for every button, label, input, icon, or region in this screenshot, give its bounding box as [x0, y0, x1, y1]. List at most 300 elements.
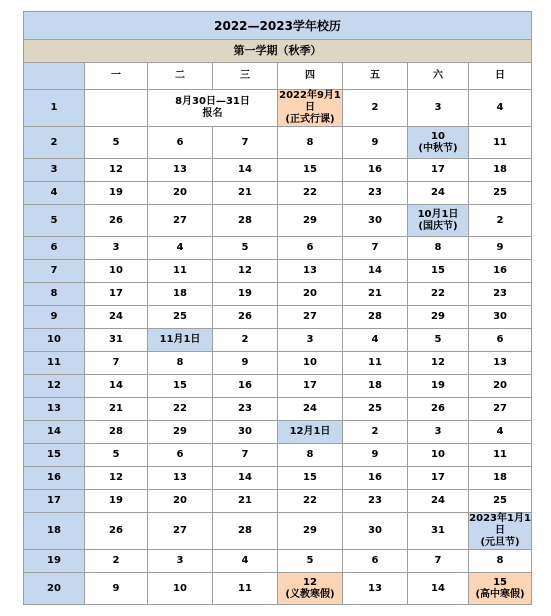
- day-cell: [408, 444, 469, 467]
- week-row: [24, 467, 532, 490]
- day-cell: [85, 375, 148, 398]
- day-label: 16: [368, 164, 382, 175]
- day-label: 9: [371, 136, 379, 148]
- day-label: 22: [173, 403, 187, 414]
- day-label: 21: [109, 403, 123, 414]
- weekday-header: 六: [408, 63, 469, 90]
- day-label: 7: [371, 242, 379, 253]
- day-label: 11月1日: [159, 334, 201, 345]
- day-label: 28: [238, 525, 252, 536]
- day-label: 30: [368, 525, 382, 536]
- day-cell: [213, 513, 278, 550]
- day-cell: [278, 513, 343, 550]
- day-label: 6: [306, 242, 314, 253]
- day-label: 24: [109, 311, 123, 322]
- day-label: 8: [434, 242, 442, 253]
- day-label: 3: [306, 334, 314, 345]
- day-label: 14: [431, 582, 445, 594]
- day-cell: [213, 237, 278, 260]
- week-row: [24, 490, 532, 513]
- day-cell: [85, 573, 148, 605]
- day-cell: [278, 550, 343, 573]
- week-number: 20: [24, 573, 85, 605]
- day-label: 12: [431, 357, 445, 368]
- day-cell: [408, 283, 469, 306]
- day-cell: [469, 550, 532, 573]
- day-cell: [278, 573, 343, 605]
- day-label: 2023年1月1日: [469, 513, 531, 536]
- week-row: [24, 182, 532, 205]
- day-label: 16: [368, 472, 382, 483]
- day-cell: [408, 513, 469, 550]
- day-label: 13: [173, 164, 187, 175]
- day-label: 25: [368, 403, 382, 414]
- day-cell: [408, 467, 469, 490]
- day-label: 2: [371, 426, 379, 437]
- day-label: 10: [303, 357, 317, 368]
- week-row: [24, 306, 532, 329]
- day-label: 27: [493, 403, 507, 414]
- day-cell: [148, 421, 213, 444]
- day-label: 3: [176, 555, 184, 566]
- day-cell: [148, 513, 213, 550]
- day-label: 6: [176, 136, 184, 148]
- day-cell: [213, 283, 278, 306]
- day-label: 5: [112, 449, 120, 460]
- day-cell: [213, 159, 278, 182]
- day-label: 23: [493, 288, 507, 299]
- day-cell: [343, 205, 408, 237]
- day-label: 14: [368, 265, 382, 276]
- day-label: 6: [176, 449, 184, 460]
- day-label: 12: [109, 164, 123, 175]
- day-label: 21: [368, 288, 382, 299]
- day-cell: [469, 283, 532, 306]
- day-label: 22: [431, 288, 445, 299]
- day-label: 2: [112, 555, 120, 566]
- week-row: [24, 237, 532, 260]
- day-label: 22: [303, 187, 317, 198]
- day-label: 25: [493, 187, 507, 198]
- day-label: 23: [368, 187, 382, 198]
- day-cell: [343, 421, 408, 444]
- day-cell: [213, 329, 278, 352]
- week-number: 13: [24, 398, 85, 421]
- week-row: [24, 205, 532, 237]
- day-label: 16: [493, 265, 507, 276]
- day-label: 31: [109, 334, 123, 345]
- day-cell: [148, 306, 213, 329]
- day-label: 11: [493, 136, 507, 148]
- day-note: (高中寒假): [475, 588, 525, 600]
- day-cell: [148, 329, 213, 352]
- week-number: 17: [24, 490, 85, 513]
- day-label: 10: [109, 265, 123, 276]
- day-cell: [343, 444, 408, 467]
- day-cell: [213, 205, 278, 237]
- week-row: [24, 127, 532, 159]
- day-cell: [408, 127, 469, 159]
- day-label: 2: [241, 334, 249, 345]
- day-note: (中秋节): [418, 142, 458, 154]
- day-label: 17: [109, 288, 123, 299]
- day-label: 8: [496, 555, 504, 566]
- day-cell: [408, 182, 469, 205]
- day-label: 9: [496, 242, 504, 253]
- day-note: (正式行课): [285, 114, 335, 125]
- week-number: 14: [24, 421, 85, 444]
- day-label: 11: [493, 449, 507, 460]
- day-label: 7: [241, 449, 249, 460]
- day-label: 28: [368, 311, 382, 322]
- day-label: 7: [434, 555, 442, 566]
- day-cell: [343, 467, 408, 490]
- day-label: 17: [431, 472, 445, 483]
- day-cell: [469, 159, 532, 182]
- day-cell: [85, 182, 148, 205]
- day-cell: [213, 352, 278, 375]
- day-cell: [85, 398, 148, 421]
- week-number: 6: [24, 237, 85, 260]
- day-label: 24: [303, 403, 317, 414]
- week-number: 8: [24, 283, 85, 306]
- day-label: 6: [371, 555, 379, 566]
- day-cell: [278, 306, 343, 329]
- day-cell: [85, 513, 148, 550]
- day-label: 27: [173, 214, 187, 226]
- day-cell: [343, 352, 408, 375]
- day-label: 24: [431, 187, 445, 198]
- day-cell: [85, 205, 148, 237]
- day-cell: [148, 260, 213, 283]
- day-cell: [469, 90, 532, 127]
- day-label: 20: [303, 288, 317, 299]
- week-row: [24, 421, 532, 444]
- day-cell: [148, 127, 213, 159]
- day-label: 11: [173, 265, 187, 276]
- day-label: 4: [496, 102, 504, 113]
- day-label: 3: [434, 102, 442, 113]
- day-label: 8月30日—31日: [175, 96, 250, 107]
- day-label: 28: [238, 214, 252, 226]
- day-label: 4: [371, 334, 379, 345]
- day-cell: [343, 306, 408, 329]
- weekday-header: 三: [213, 63, 278, 90]
- day-cell: [469, 306, 532, 329]
- day-cell: [148, 398, 213, 421]
- day-cell: [213, 182, 278, 205]
- day-label: 8: [306, 449, 314, 460]
- day-cell: [85, 90, 148, 127]
- day-cell: [85, 260, 148, 283]
- week-row: [24, 573, 532, 605]
- week-column-header: [24, 63, 85, 90]
- week-row: [24, 90, 532, 127]
- day-label: 10: [173, 582, 187, 594]
- week-number: 11: [24, 352, 85, 375]
- day-cell: [213, 421, 278, 444]
- day-cell: [278, 467, 343, 490]
- week-number: 1: [24, 90, 85, 127]
- day-cell: [343, 182, 408, 205]
- day-cell: [85, 306, 148, 329]
- day-label: 3: [112, 242, 120, 253]
- day-cell: [85, 421, 148, 444]
- week-row: [24, 260, 532, 283]
- day-label: 4: [496, 426, 504, 437]
- day-label: 12: [238, 265, 252, 276]
- day-cell: [85, 127, 148, 159]
- day-label: 20: [173, 495, 187, 506]
- day-label: 17: [431, 164, 445, 175]
- day-label: 23: [368, 495, 382, 506]
- day-label: 15: [431, 265, 445, 276]
- day-label: 4: [241, 555, 249, 566]
- weekday-header: 五: [343, 63, 408, 90]
- day-label: 19: [431, 380, 445, 391]
- day-cell: [148, 444, 213, 467]
- day-label: 18: [493, 472, 507, 483]
- title-row: [24, 12, 532, 40]
- day-label: 29: [173, 426, 187, 437]
- day-label: 11: [238, 582, 252, 594]
- day-cell: [278, 375, 343, 398]
- day-cell: [278, 182, 343, 205]
- day-cell: [278, 421, 343, 444]
- calendar-title: 2022—2023学年校历: [24, 12, 532, 40]
- day-label: 13: [303, 265, 317, 276]
- day-label: 15: [493, 576, 507, 588]
- day-cell: [469, 260, 532, 283]
- week-row: [24, 375, 532, 398]
- day-cell: [148, 205, 213, 237]
- day-cell: [213, 398, 278, 421]
- day-cell: [343, 398, 408, 421]
- day-label: 25: [173, 311, 187, 322]
- day-label: 5: [306, 555, 314, 566]
- day-cell: [148, 159, 213, 182]
- week-number: 12: [24, 375, 85, 398]
- day-label: 28: [109, 426, 123, 437]
- week-number: 19: [24, 550, 85, 573]
- day-label: 26: [431, 403, 445, 414]
- day-note: (国庆节): [418, 220, 458, 232]
- day-cell: [85, 467, 148, 490]
- day-label: 9: [241, 357, 249, 368]
- day-cell: [148, 467, 213, 490]
- weekday-header: 四: [278, 63, 343, 90]
- day-cell: [343, 550, 408, 573]
- day-label: 6: [496, 334, 504, 345]
- day-cell: [213, 260, 278, 283]
- day-cell: [408, 352, 469, 375]
- day-cell: [85, 490, 148, 513]
- week-row: [24, 352, 532, 375]
- day-cell: [278, 352, 343, 375]
- day-cell: [213, 550, 278, 573]
- week-number: 3: [24, 159, 85, 182]
- day-cell: [469, 127, 532, 159]
- day-cell: [148, 237, 213, 260]
- day-cell: [343, 237, 408, 260]
- day-cell: [213, 375, 278, 398]
- day-cell: [408, 375, 469, 398]
- day-label: 5: [112, 136, 120, 148]
- day-cell: [469, 205, 532, 237]
- day-cell: [278, 260, 343, 283]
- day-note: 报名: [202, 108, 223, 119]
- day-label: 9: [112, 582, 120, 594]
- day-cell: [278, 159, 343, 182]
- day-cell: [343, 329, 408, 352]
- day-label: 22: [303, 495, 317, 506]
- day-cell: [148, 283, 213, 306]
- day-cell: [469, 182, 532, 205]
- week-number: 15: [24, 444, 85, 467]
- day-label: 26: [109, 214, 123, 226]
- day-label: 10: [431, 130, 445, 142]
- day-label: 31: [431, 525, 445, 536]
- semester-title: 第一学期（秋季）: [24, 40, 532, 63]
- day-label: 2022年9月1日: [279, 90, 341, 113]
- day-cell: [408, 550, 469, 573]
- day-cell: [408, 490, 469, 513]
- week-number: 5: [24, 205, 85, 237]
- day-cell: [469, 513, 532, 550]
- day-cell: [469, 352, 532, 375]
- day-cell: [278, 398, 343, 421]
- day-cell: [213, 306, 278, 329]
- day-cell: [343, 375, 408, 398]
- day-cell: [343, 159, 408, 182]
- weekday-header: 二: [148, 63, 213, 90]
- day-label: 26: [238, 311, 252, 322]
- day-label: 14: [238, 164, 252, 175]
- day-label: 25: [493, 495, 507, 506]
- day-cell: [343, 573, 408, 605]
- day-cell: [148, 352, 213, 375]
- day-cell: [469, 467, 532, 490]
- day-label: 20: [493, 380, 507, 391]
- day-label: 14: [109, 380, 123, 391]
- week-row: [24, 398, 532, 421]
- day-cell: [408, 260, 469, 283]
- weekday-header: 日: [469, 63, 532, 90]
- day-cell: [213, 490, 278, 513]
- day-label: 24: [431, 495, 445, 506]
- day-cell: [469, 444, 532, 467]
- day-label: 19: [109, 495, 123, 506]
- day-cell: [148, 375, 213, 398]
- day-label: 15: [173, 380, 187, 391]
- day-cell: [85, 159, 148, 182]
- day-label: 18: [368, 380, 382, 391]
- day-cell: [278, 490, 343, 513]
- day-label: 12: [303, 576, 317, 588]
- week-number: 18: [24, 513, 85, 550]
- week-row: [24, 329, 532, 352]
- day-cell: [408, 90, 469, 127]
- day-cell: [343, 127, 408, 159]
- day-label: 29: [303, 214, 317, 226]
- day-label: 10月1日: [417, 208, 459, 220]
- week-row: [24, 513, 532, 550]
- day-cell: [213, 573, 278, 605]
- day-cell: [85, 329, 148, 352]
- day-label: 17: [303, 380, 317, 391]
- day-cell: [148, 182, 213, 205]
- day-label: 18: [493, 164, 507, 175]
- day-cell: [85, 283, 148, 306]
- day-cell: [343, 260, 408, 283]
- day-label: 30: [368, 214, 382, 226]
- week-number: 4: [24, 182, 85, 205]
- day-cell: [148, 490, 213, 513]
- day-cell: [85, 444, 148, 467]
- day-label: 13: [173, 472, 187, 483]
- day-label: 7: [112, 357, 120, 368]
- day-label: 5: [241, 242, 249, 253]
- day-cell: [408, 398, 469, 421]
- day-label: 11: [368, 357, 382, 368]
- day-label: 16: [238, 380, 252, 391]
- day-cell: [408, 329, 469, 352]
- weekday-header-row: [24, 63, 532, 90]
- day-label: 19: [109, 187, 123, 198]
- day-cell: [278, 329, 343, 352]
- day-label: 12月1日: [289, 426, 331, 437]
- day-cell: [343, 283, 408, 306]
- day-cell: [278, 205, 343, 237]
- day-label: 19: [238, 288, 252, 299]
- day-note: (义教寒假): [285, 588, 335, 600]
- day-label: 7: [241, 136, 249, 148]
- day-label: 8: [306, 136, 314, 148]
- week-row: [24, 283, 532, 306]
- day-label: 15: [303, 472, 317, 483]
- day-cell: [213, 444, 278, 467]
- day-label: 5: [434, 334, 442, 345]
- day-label: 2: [496, 214, 504, 226]
- day-cell: [148, 90, 278, 127]
- week-row: [24, 159, 532, 182]
- week-row: [24, 550, 532, 573]
- day-cell: [408, 421, 469, 444]
- day-label: 26: [109, 525, 123, 536]
- week-number: 2: [24, 127, 85, 159]
- day-cell: [408, 205, 469, 237]
- day-label: 8: [176, 357, 184, 368]
- day-label: 3: [434, 426, 442, 437]
- day-cell: [469, 237, 532, 260]
- day-cell: [469, 421, 532, 444]
- day-label: 27: [303, 311, 317, 322]
- week-row: [24, 444, 532, 467]
- day-cell: [408, 573, 469, 605]
- day-label: 29: [431, 311, 445, 322]
- day-cell: [408, 306, 469, 329]
- day-cell: [469, 329, 532, 352]
- day-cell: [469, 398, 532, 421]
- day-cell: [469, 375, 532, 398]
- day-label: 13: [368, 582, 382, 594]
- week-number: 7: [24, 260, 85, 283]
- day-cell: [343, 513, 408, 550]
- day-cell: [278, 237, 343, 260]
- day-cell: [469, 573, 532, 605]
- day-label: 30: [493, 311, 507, 322]
- day-label: 13: [493, 357, 507, 368]
